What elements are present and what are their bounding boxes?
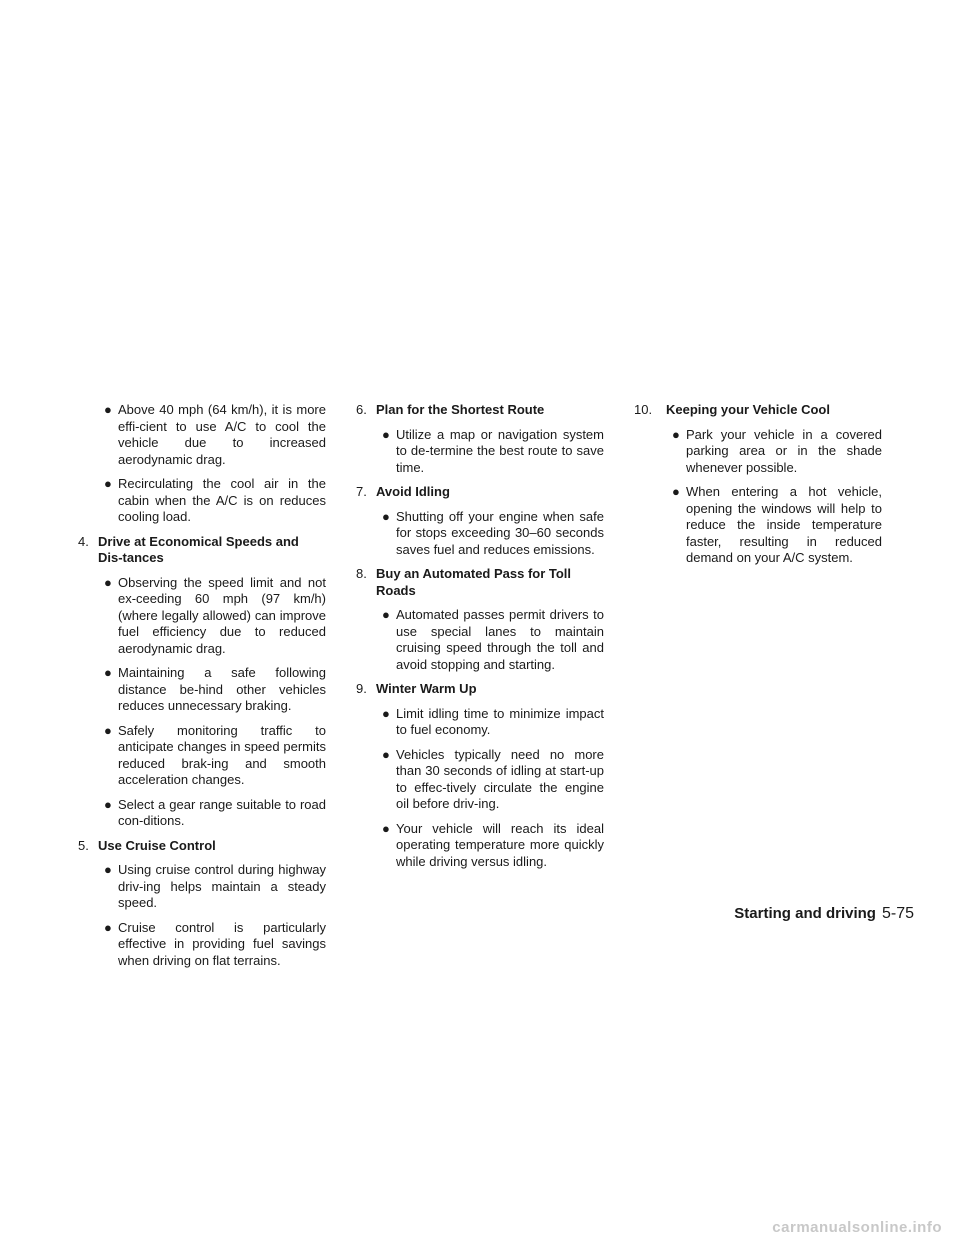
list-item: ● Recirculating the cool air in the cabin when the A/C is on reduces cooling load.	[104, 476, 326, 524]
bullet-icon: ●	[104, 574, 112, 590]
bullet-icon: ●	[382, 508, 390, 524]
bullet-icon: ●	[672, 426, 680, 442]
bullet-icon: ●	[672, 484, 680, 499]
section-5-bullets	[98, 862, 326, 969]
watermark-text: carmanualsonline.info	[772, 1219, 942, 1236]
section-8-bullets	[376, 607, 604, 673]
bullet-icon: ●	[104, 722, 112, 738]
bullet-icon: ●	[104, 665, 112, 680]
list-item: ● Vehicles typically need no more than 30 seconds of idling at start-up to effec-tively circulate the engine oil before driv-ing.	[382, 746, 604, 811]
list-item: ● Safely monitoring traffic to anticipate changes in speed permits reduced brak-ing and smooth acceleration changes.	[104, 722, 326, 787]
list-item: ● Shutting off your engine when safe for stops exceeding 30–60 seconds saves fuel and reduces emissions.	[382, 508, 604, 557]
section-heading-7: 7. Avoid Idling	[356, 484, 450, 499]
list-item: ● Your vehicle will reach its ideal operating temperature more quickly while driving versus idling.	[382, 820, 604, 869]
list-item: ● Using cruise control during highway driv-ing helps maintain a steady speed.	[104, 862, 326, 910]
section-9-bullets	[376, 706, 604, 871]
column-1	[78, 402, 326, 977]
section-title: Starting and driving	[734, 905, 876, 922]
section-heading-8: 8. Buy an Automated Pass for Toll Roads	[356, 566, 572, 598]
list-item: ● When entering a hot vehicle, opening the windows will help to reduce the inside temperature faster, resulting in reduced demand on your A/C system.	[672, 484, 882, 565]
bullet-icon: ●	[382, 820, 390, 836]
page-footer	[734, 905, 914, 923]
section-10-bullets	[666, 427, 882, 567]
list-item: ● Automated passes permit drivers to use special lanes to maintain cruising speed through the toll and avoid stopping and starting.	[382, 607, 604, 672]
section-heading-5: 5. Use Cruise Control	[78, 837, 216, 853]
section-heading-10: 10. Keeping your Vehicle Cool	[634, 402, 830, 417]
bullet-icon: ●	[382, 746, 390, 762]
bullet-icon: ●	[104, 862, 112, 877]
section-heading-6: 6. Plan for the Shortest Route	[356, 402, 545, 417]
bullet-icon: ●	[382, 426, 390, 442]
intro-bullets	[98, 402, 326, 526]
page-number: 5-75	[881, 905, 914, 922]
bullet-icon: ●	[104, 402, 112, 417]
bullet-icon: ●	[104, 796, 112, 812]
list-item: ● Utilize a map or navigation system to de-termine the best route to save time.	[382, 426, 604, 475]
column-3	[634, 402, 882, 575]
section-6-bullets	[376, 427, 604, 477]
list-item: ● Maintaining a safe following distance be-hind other vehicles reduces unnecessary braking.	[104, 665, 326, 713]
section-7-bullets	[376, 509, 604, 559]
bullet-icon: ●	[104, 919, 112, 935]
section-heading-4: 4. Drive at Economical Speeds and Dis-tances	[78, 533, 299, 565]
watermark	[0, 1219, 960, 1236]
list-item: ● Observing the speed limit and not ex-ceeding 60 mph (97 km/h) (where legally allowed) can improve fuel efficiency due to reduced aerodynamic drag.	[104, 574, 326, 656]
section-heading-9: 9. Winter Warm Up	[356, 681, 477, 696]
list-item: ● Park your vehicle in a covered parking area or in the shade whenever possible.	[672, 426, 882, 475]
bullet-icon: ●	[104, 476, 112, 491]
list-item: ● Cruise control is particularly effective in providing fuel savings when driving on flat terrains.	[104, 919, 326, 968]
list-item: ● Select a gear range suitable to road con-ditions.	[104, 796, 326, 828]
column-2	[356, 402, 604, 878]
bullet-icon: ●	[382, 607, 390, 622]
section-4-bullets	[98, 575, 326, 830]
list-item: ● Above 40 mph (64 km/h), it is more effi-cient to use A/C to cool the vehicle due to increased aerodynamic drag.	[104, 402, 326, 467]
bullet-icon: ●	[382, 705, 390, 721]
list-item: ● Limit idling time to minimize impact to fuel economy.	[382, 705, 604, 737]
